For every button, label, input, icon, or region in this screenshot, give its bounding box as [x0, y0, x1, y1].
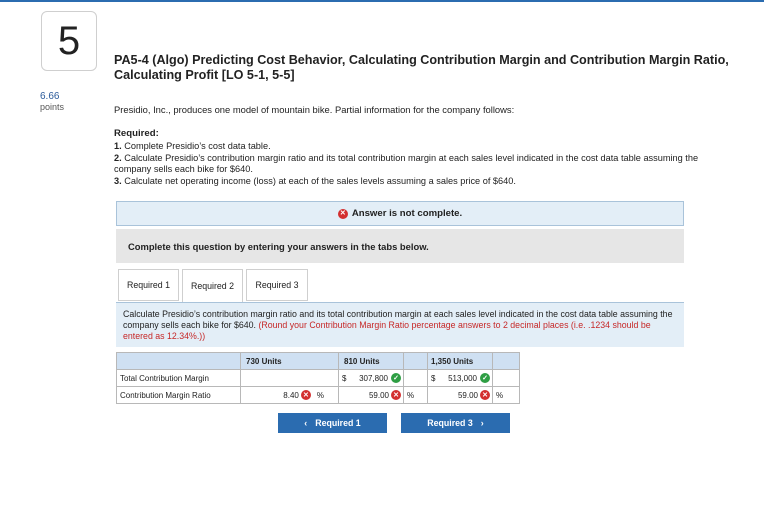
- empty-cell: [493, 370, 520, 387]
- tab-panel-instructions: [116, 302, 684, 347]
- header-col-810: 810 Units: [339, 353, 404, 370]
- input-cm-ratio-730[interactable]: 8.40 ✕ %: [241, 387, 339, 404]
- percent-cell: %: [404, 387, 428, 404]
- points-value: 6.66: [40, 91, 60, 102]
- requirement-item: 2. Calculate Presidio’s contribution margin ratio and its total contribution margin at each sales level indicated in the cost data table assuming the company sells each bike for $640.: [114, 152, 699, 174]
- incorrect-x-icon: ✕: [301, 390, 311, 400]
- chevron-left-icon: ‹: [304, 418, 308, 428]
- row-label-cm-ratio: Contribution Margin Ratio: [117, 387, 241, 404]
- correct-check-icon: ✓: [480, 373, 490, 383]
- input-total-cm-810[interactable]: $ 307,800 ✓: [339, 370, 404, 387]
- panel-text: Calculate Presidio’s contribution margin ratio and its total contribution margin at each sales level indicated in the cost data table assuming the company sells each bike for $640.: [123, 309, 673, 330]
- input-cm-ratio-810[interactable]: 59.00 ✕: [339, 387, 404, 404]
- input-cm-ratio-1350[interactable]: 59.00 ✕: [428, 387, 493, 404]
- empty-cell: [404, 370, 428, 387]
- requirements-list: [114, 141, 734, 187]
- points-label: points: [40, 102, 65, 112]
- answer-status-text: Answer is not complete.: [351, 208, 463, 219]
- required-heading: Required:: [114, 128, 159, 139]
- incorrect-x-icon: ✕: [480, 390, 490, 400]
- requirement-item: 3. Calculate net operating income (loss) at each of the sales levels assuming a sales price of $640.: [114, 175, 516, 186]
- question-title: PA5-4 (Algo) Predicting Cost Behavior, Calculating Contribution Margin and Contribution Margin Ratio, Calculating Profit [LO 5-1, 5-5]: [114, 53, 729, 82]
- tab-required-2[interactable]: Required 2: [182, 269, 243, 303]
- percent-cell: %: [493, 387, 520, 404]
- header-blank: [117, 353, 241, 370]
- input-total-cm-1350[interactable]: $ 513,000 ✓: [428, 370, 493, 387]
- tab-required-3[interactable]: Required 3: [246, 269, 308, 301]
- table-row: [117, 370, 520, 387]
- prev-required-1-button[interactable]: ‹ Required 1: [278, 413, 387, 433]
- answer-table: [116, 352, 520, 404]
- percent-sign: %: [316, 390, 324, 400]
- tab-required-1[interactable]: Required 1: [118, 269, 179, 301]
- input-total-cm-730[interactable]: [241, 370, 339, 387]
- answer-status-banner: [116, 201, 684, 226]
- header-blank: [493, 353, 520, 370]
- panel-rounding-note: (Round your Contribution Margin Ratio percentage answers to 2 decimal places (i.e. .1234 should be entered as 12.34%.)): [123, 320, 651, 341]
- header-col-1350: 1,350 Units: [428, 353, 493, 370]
- incorrect-x-icon: ✕: [338, 209, 348, 219]
- top-accent-bar: [0, 0, 764, 2]
- table-row: [117, 387, 520, 404]
- correct-check-icon: ✓: [391, 373, 401, 383]
- question-intro: Presidio, Inc., produces one model of mountain bike. Partial information for the company follows:: [114, 104, 515, 115]
- instructions-box: [116, 229, 684, 263]
- table-header-row: [117, 353, 520, 370]
- header-col-730: 730 Units: [241, 353, 339, 370]
- row-label-total-cm: Total Contribution Margin: [117, 370, 241, 387]
- question-number: 5: [41, 11, 97, 71]
- requirement-item: 1. Complete Presidio’s cost data table.: [114, 141, 271, 151]
- instructions-text: Complete this question by entering your answers in the tabs below.: [128, 240, 429, 252]
- header-blank: [404, 353, 428, 370]
- next-required-3-button[interactable]: Required 3 ›: [401, 413, 510, 433]
- chevron-right-icon: ›: [480, 418, 484, 428]
- incorrect-x-icon: ✕: [391, 390, 401, 400]
